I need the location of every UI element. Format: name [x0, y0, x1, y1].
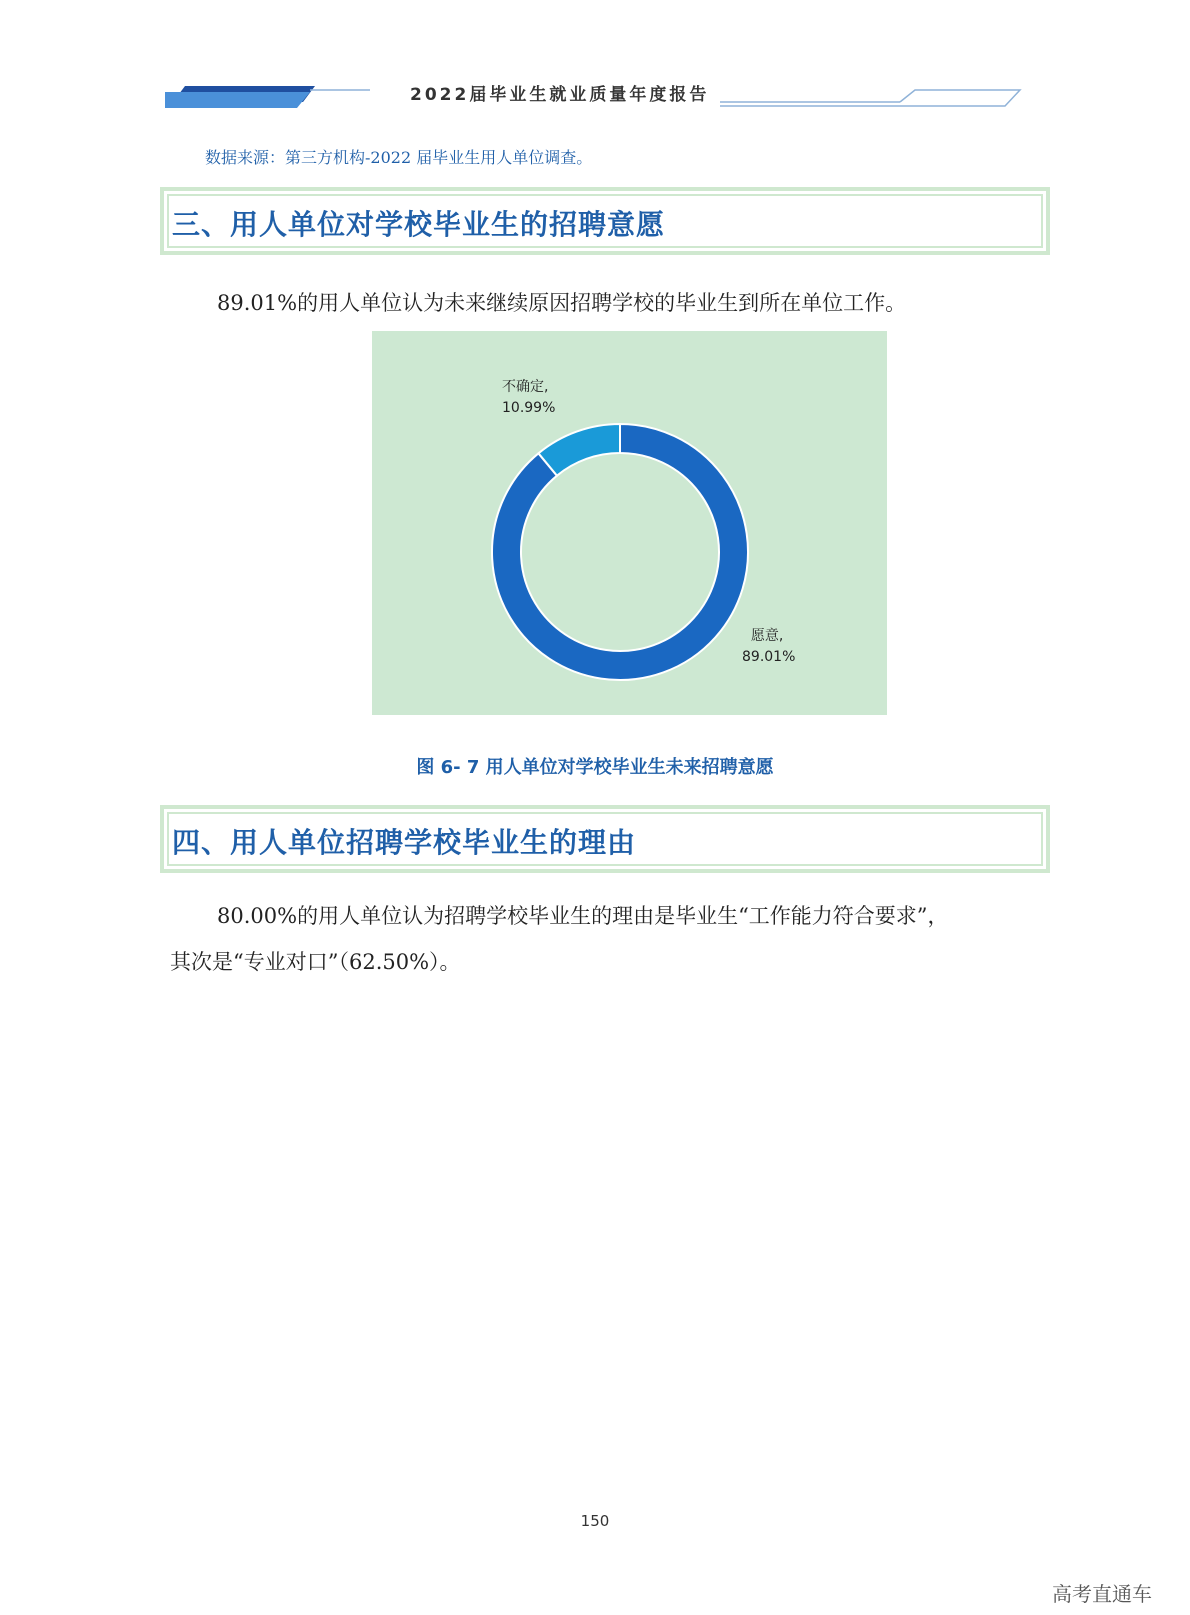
- section-heading: 三、用人单位对学校毕业生的招聘意愿: [172, 208, 666, 241]
- chart-panel: [372, 331, 887, 715]
- slice-label-willing-value: 89.01%: [742, 649, 796, 665]
- paragraph: 89.01%的用人单位认为未来继续原因招聘学校的毕业生到所在单位工作。: [217, 291, 907, 315]
- banner-light-stripe: [165, 92, 310, 108]
- slice-label-uncertain-value: 10.99%: [502, 400, 556, 416]
- donut-slice-willing: [492, 424, 748, 680]
- paragraph-line: 其次是“专业对口”（62.50%）。: [170, 950, 461, 974]
- page-number: 150: [580, 1512, 610, 1530]
- donut-slice-uncertain: [538, 424, 620, 476]
- data-source-note: 数据来源：第三方机构-2022 届毕业生用人单位调查。: [205, 148, 593, 167]
- figure-caption: 图 6- 7 用人单位对学校毕业生未来招聘意愿: [416, 757, 774, 778]
- slice-label-uncertain: 不确定, 10.99%: [502, 379, 556, 416]
- section-heading-box: [160, 805, 1050, 873]
- paragraph-line: 80.00%的用人单位认为招聘学校毕业生的理由是毕业生“工作能力符合要求”，: [217, 904, 949, 928]
- donut-chart: [372, 331, 887, 715]
- section-heading: 四、用人单位招聘学校毕业生的理由: [172, 826, 637, 859]
- slice-label-uncertain-name: 不确定: [502, 379, 544, 395]
- section-heading-box: [160, 187, 1050, 255]
- report-header-title: 2022届毕业生就业质量年度报告: [410, 85, 710, 105]
- banner-right-frame: [720, 90, 1020, 106]
- slice-label-willing-name: 愿意: [750, 628, 779, 644]
- watermark: 高考直通车: [1052, 1582, 1152, 1606]
- slice-label-willing: 愿意, 89.01%: [742, 628, 796, 665]
